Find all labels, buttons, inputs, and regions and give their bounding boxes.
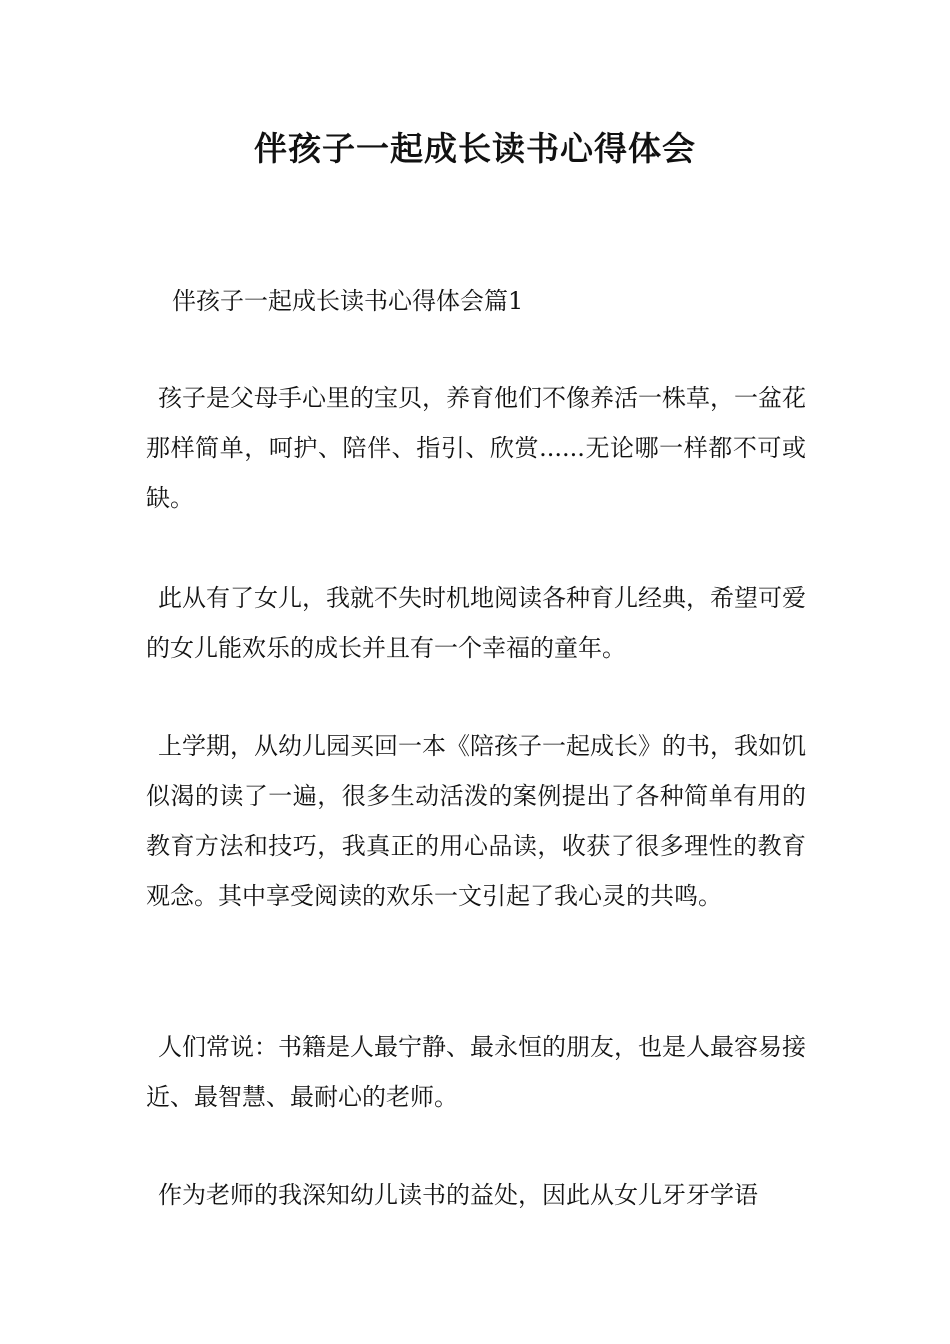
paragraph-3: 上学期，从幼儿园买回一本《陪孩子一起成长》的书，我如饥似渴的读了一遍，很多生动活泼的案例提出了各种简单有用的教育方法和技巧，我真正的用心品读，收获了很多理性的教育观念。其中享受阅读的欢乐一文引起了我心灵的共鸣。 (146, 732, 806, 910)
paragraph-5: 作为老师的我深知幼儿读书的益处，因此从女儿牙牙学语 (158, 1181, 758, 1209)
paragraph-4: 人们常说：书籍是人最宁静、最永恒的朋友，也是人最容易接近、最智慧、最耐心的老师。 (146, 1033, 806, 1111)
section-heading: 伴孩子一起成长读书心得体会篇1 (172, 287, 524, 315)
paragraph-2: 此从有了女儿，我就不失时机地阅读各种育儿经典，希望可爱的女儿能欢乐的成长并且有一个幸福的童年。 (146, 584, 806, 662)
paragraph-1: 孩子是父母手心里的宝贝，养育他们不像养活一株草，一盆花那样简单，呵护、陪伴、指引、欣赏......无论哪一样都不可或缺。 (146, 384, 806, 512)
document-title: 伴孩子一起成长读书心得体会 (254, 129, 696, 168)
